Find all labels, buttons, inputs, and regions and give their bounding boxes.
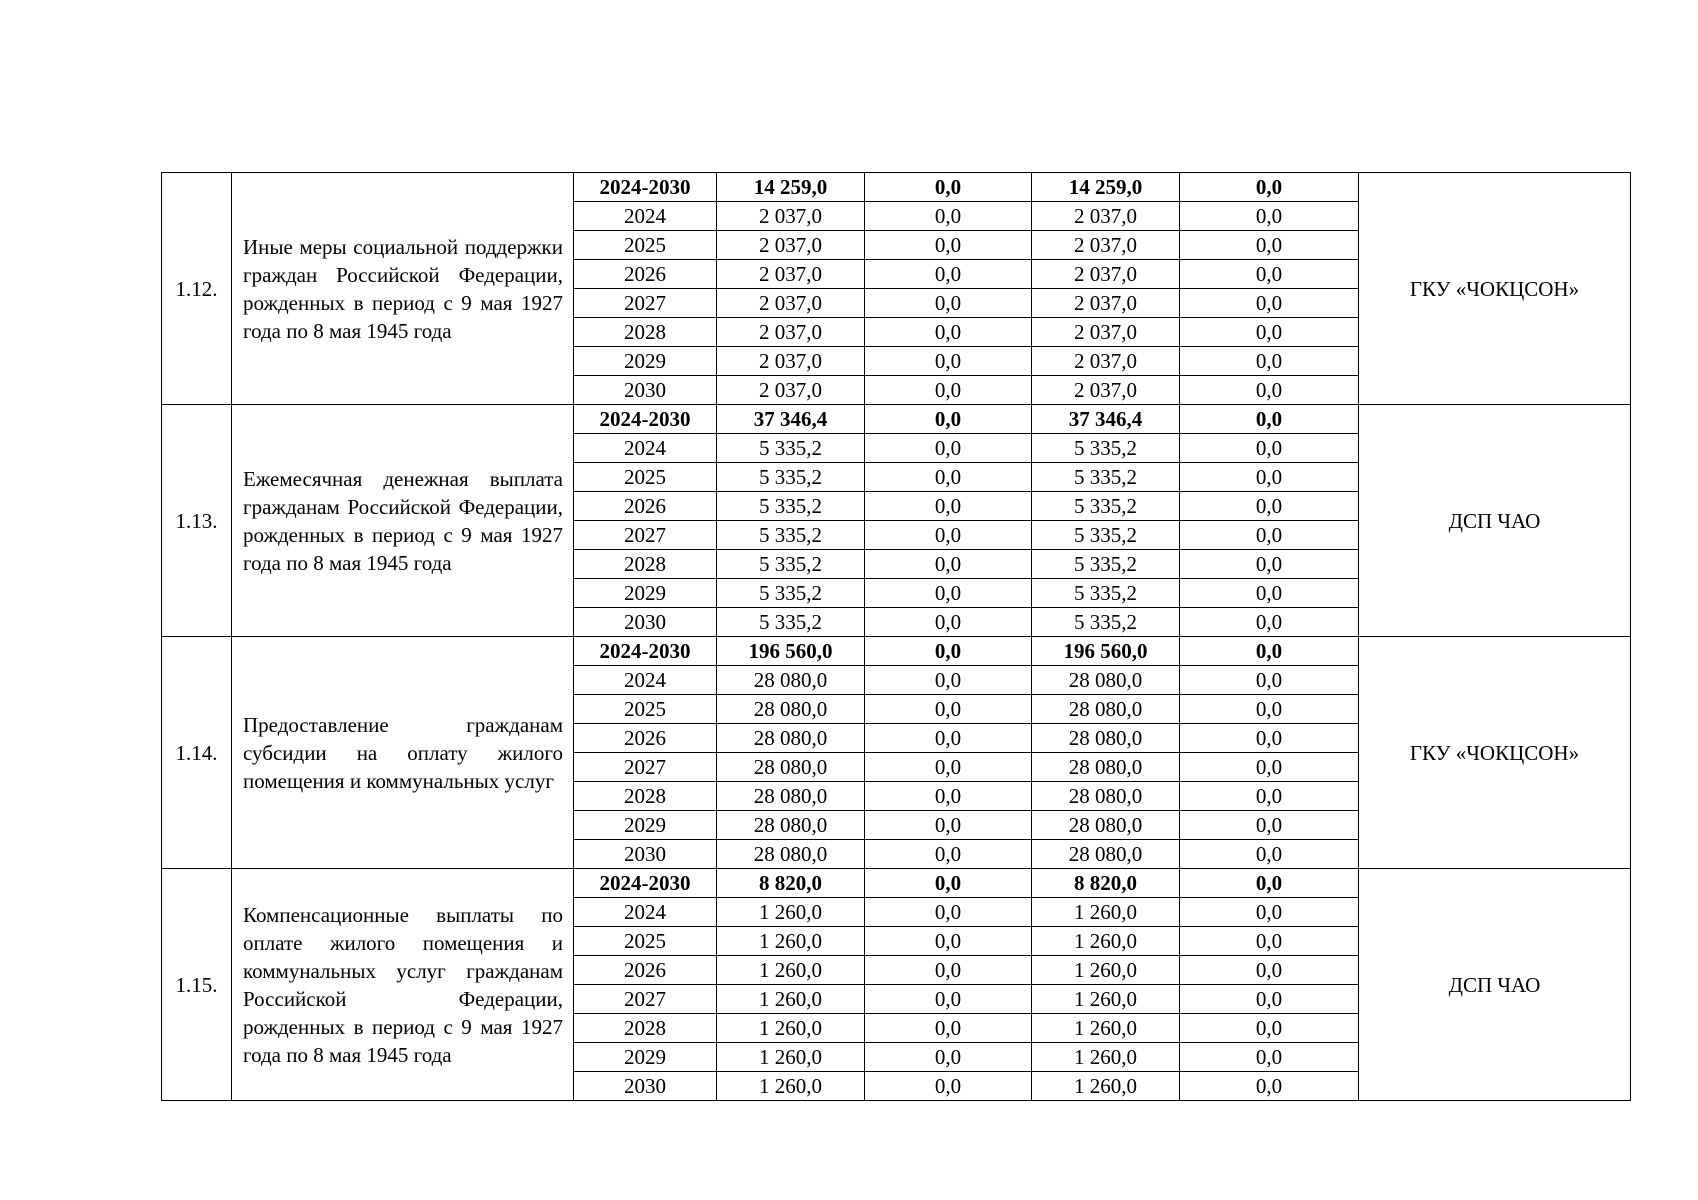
executor-cell: ДСП ЧАО (1359, 869, 1631, 1101)
regional-budget-cell: 14 259,0 (1032, 173, 1180, 202)
federal-budget-cell: 0,0 (865, 376, 1032, 405)
item-name: Иные меры социальной поддержки граждан Российской Федерации, рожденных в период с 9 мая 1927 года по 8 мая 1945 года (232, 173, 574, 405)
federal-budget-cell: 0,0 (865, 782, 1032, 811)
federal-budget-cell: 0,0 (865, 1014, 1032, 1043)
regional-budget-cell: 5 335,2 (1032, 521, 1180, 550)
total-amount-cell: 2 037,0 (717, 231, 865, 260)
total-amount-cell: 5 335,2 (717, 579, 865, 608)
federal-budget-cell: 0,0 (865, 695, 1032, 724)
other-sources-cell: 0,0 (1180, 173, 1359, 202)
regional-budget-cell: 2 037,0 (1032, 260, 1180, 289)
other-sources-cell: 0,0 (1180, 492, 1359, 521)
regional-budget-cell: 1 260,0 (1032, 1043, 1180, 1072)
regional-budget-cell: 5 335,2 (1032, 463, 1180, 492)
regional-budget-cell: 2 037,0 (1032, 231, 1180, 260)
regional-budget-cell: 1 260,0 (1032, 956, 1180, 985)
total-amount-cell: 1 260,0 (717, 956, 865, 985)
other-sources-cell: 0,0 (1180, 927, 1359, 956)
regional-budget-cell: 1 260,0 (1032, 898, 1180, 927)
federal-budget-cell: 0,0 (865, 347, 1032, 376)
year-cell: 2024-2030 (574, 173, 717, 202)
year-cell: 2024 (574, 202, 717, 231)
year-cell: 2029 (574, 1043, 717, 1072)
year-cell: 2029 (574, 811, 717, 840)
total-amount-cell: 5 335,2 (717, 608, 865, 637)
other-sources-cell: 0,0 (1180, 463, 1359, 492)
regional-budget-cell: 5 335,2 (1032, 434, 1180, 463)
other-sources-cell: 0,0 (1180, 956, 1359, 985)
total-amount-cell: 28 080,0 (717, 811, 865, 840)
other-sources-cell: 0,0 (1180, 318, 1359, 347)
year-cell: 2029 (574, 347, 717, 376)
federal-budget-cell: 0,0 (865, 318, 1032, 347)
federal-budget-cell: 0,0 (865, 898, 1032, 927)
federal-budget-cell: 0,0 (865, 666, 1032, 695)
regional-budget-cell: 1 260,0 (1032, 985, 1180, 1014)
total-amount-cell: 5 335,2 (717, 492, 865, 521)
executor-cell: ДСП ЧАО (1359, 405, 1631, 637)
other-sources-cell: 0,0 (1180, 666, 1359, 695)
regional-budget-cell: 5 335,2 (1032, 579, 1180, 608)
total-amount-cell: 196 560,0 (717, 637, 865, 666)
other-sources-cell: 0,0 (1180, 840, 1359, 869)
item-name: Предоставление гражданам субсидии на оплату жилого помещения и коммунальных услуг (232, 637, 574, 869)
other-sources-cell: 0,0 (1180, 637, 1359, 666)
regional-budget-cell: 28 080,0 (1032, 782, 1180, 811)
year-cell: 2025 (574, 463, 717, 492)
year-cell: 2027 (574, 985, 717, 1014)
total-amount-cell: 2 037,0 (717, 347, 865, 376)
federal-budget-cell: 0,0 (865, 869, 1032, 898)
total-amount-cell: 37 346,4 (717, 405, 865, 434)
table-row-total (162, 869, 1631, 898)
regional-budget-cell: 28 080,0 (1032, 724, 1180, 753)
federal-budget-cell: 0,0 (865, 753, 1032, 782)
total-amount-cell: 14 259,0 (717, 173, 865, 202)
federal-budget-cell: 0,0 (865, 260, 1032, 289)
year-cell: 2026 (574, 724, 717, 753)
table-row-total (162, 405, 1631, 434)
total-amount-cell: 2 037,0 (717, 289, 865, 318)
total-amount-cell: 5 335,2 (717, 550, 865, 579)
total-amount-cell: 2 037,0 (717, 318, 865, 347)
total-amount-cell: 28 080,0 (717, 840, 865, 869)
item-name: Ежемесячная денежная выплата гражданам Российской Федерации, рожденных в период с 9 мая 1927 года по 8 мая 1945 года (232, 405, 574, 637)
total-amount-cell: 5 335,2 (717, 434, 865, 463)
year-cell: 2028 (574, 782, 717, 811)
federal-budget-cell: 0,0 (865, 550, 1032, 579)
year-cell: 2024 (574, 898, 717, 927)
other-sources-cell: 0,0 (1180, 753, 1359, 782)
other-sources-cell: 0,0 (1180, 376, 1359, 405)
other-sources-cell: 0,0 (1180, 695, 1359, 724)
federal-budget-cell: 0,0 (865, 405, 1032, 434)
year-cell: 2028 (574, 318, 717, 347)
item-number: 1.13. (162, 405, 232, 637)
federal-budget-cell: 0,0 (865, 434, 1032, 463)
regional-budget-cell: 28 080,0 (1032, 840, 1180, 869)
total-amount-cell: 28 080,0 (717, 695, 865, 724)
federal-budget-cell: 0,0 (865, 637, 1032, 666)
other-sources-cell: 0,0 (1180, 579, 1359, 608)
year-cell: 2030 (574, 376, 717, 405)
federal-budget-cell: 0,0 (865, 463, 1032, 492)
other-sources-cell: 0,0 (1180, 347, 1359, 376)
federal-budget-cell: 0,0 (865, 173, 1032, 202)
total-amount-cell: 1 260,0 (717, 1043, 865, 1072)
regional-budget-cell: 2 037,0 (1032, 289, 1180, 318)
total-amount-cell: 5 335,2 (717, 463, 865, 492)
year-cell: 2024-2030 (574, 637, 717, 666)
other-sources-cell: 0,0 (1180, 1072, 1359, 1101)
year-cell: 2024 (574, 666, 717, 695)
executor-cell: ГКУ «ЧОКЦСОН» (1359, 173, 1631, 405)
federal-budget-cell: 0,0 (865, 1072, 1032, 1101)
regional-budget-cell: 28 080,0 (1032, 753, 1180, 782)
regional-budget-cell: 5 335,2 (1032, 608, 1180, 637)
total-amount-cell: 28 080,0 (717, 753, 865, 782)
total-amount-cell: 2 037,0 (717, 260, 865, 289)
other-sources-cell: 0,0 (1180, 231, 1359, 260)
regional-budget-cell: 2 037,0 (1032, 202, 1180, 231)
other-sources-cell: 0,0 (1180, 1043, 1359, 1072)
executor-cell: ГКУ «ЧОКЦСОН» (1359, 637, 1631, 869)
year-cell: 2030 (574, 840, 717, 869)
item-name: Компенсационные выплаты по оплате жилого помещения и коммунальных услуг гражданам Российской Федерации, рожденных в период с 9 мая 1927 года по 8 мая 1945 года (232, 869, 574, 1101)
regional-budget-cell: 2 037,0 (1032, 318, 1180, 347)
year-cell: 2025 (574, 231, 717, 260)
other-sources-cell: 0,0 (1180, 811, 1359, 840)
table-body (162, 173, 1631, 1101)
year-cell: 2027 (574, 521, 717, 550)
funding-table (161, 172, 1631, 1101)
regional-budget-cell: 196 560,0 (1032, 637, 1180, 666)
other-sources-cell: 0,0 (1180, 869, 1359, 898)
year-cell: 2026 (574, 956, 717, 985)
year-cell: 2030 (574, 1072, 717, 1101)
year-cell: 2025 (574, 927, 717, 956)
federal-budget-cell: 0,0 (865, 956, 1032, 985)
regional-budget-cell: 37 346,4 (1032, 405, 1180, 434)
other-sources-cell: 0,0 (1180, 1014, 1359, 1043)
total-amount-cell: 1 260,0 (717, 985, 865, 1014)
year-cell: 2025 (574, 695, 717, 724)
item-number: 1.15. (162, 869, 232, 1101)
year-cell: 2028 (574, 1014, 717, 1043)
federal-budget-cell: 0,0 (865, 840, 1032, 869)
federal-budget-cell: 0,0 (865, 202, 1032, 231)
year-cell: 2028 (574, 550, 717, 579)
table-row-total (162, 637, 1631, 666)
year-cell: 2026 (574, 260, 717, 289)
other-sources-cell: 0,0 (1180, 608, 1359, 637)
other-sources-cell: 0,0 (1180, 260, 1359, 289)
year-cell: 2030 (574, 608, 717, 637)
total-amount-cell: 8 820,0 (717, 869, 865, 898)
regional-budget-cell: 5 335,2 (1032, 492, 1180, 521)
regional-budget-cell: 28 080,0 (1032, 811, 1180, 840)
total-amount-cell: 28 080,0 (717, 666, 865, 695)
total-amount-cell: 28 080,0 (717, 724, 865, 753)
other-sources-cell: 0,0 (1180, 724, 1359, 753)
item-number: 1.14. (162, 637, 232, 869)
federal-budget-cell: 0,0 (865, 492, 1032, 521)
regional-budget-cell: 2 037,0 (1032, 347, 1180, 376)
total-amount-cell: 5 335,2 (717, 521, 865, 550)
other-sources-cell: 0,0 (1180, 782, 1359, 811)
table-row-total (162, 173, 1631, 202)
regional-budget-cell: 1 260,0 (1032, 1072, 1180, 1101)
other-sources-cell: 0,0 (1180, 202, 1359, 231)
other-sources-cell: 0,0 (1180, 985, 1359, 1014)
item-number: 1.12. (162, 173, 232, 405)
regional-budget-cell: 8 820,0 (1032, 869, 1180, 898)
federal-budget-cell: 0,0 (865, 811, 1032, 840)
year-cell: 2026 (574, 492, 717, 521)
regional-budget-cell: 28 080,0 (1032, 666, 1180, 695)
year-cell: 2024-2030 (574, 405, 717, 434)
other-sources-cell: 0,0 (1180, 521, 1359, 550)
year-cell: 2024-2030 (574, 869, 717, 898)
total-amount-cell: 1 260,0 (717, 927, 865, 956)
year-cell: 2027 (574, 289, 717, 318)
year-cell: 2027 (574, 753, 717, 782)
year-cell: 2024 (574, 434, 717, 463)
total-amount-cell: 2 037,0 (717, 202, 865, 231)
other-sources-cell: 0,0 (1180, 550, 1359, 579)
federal-budget-cell: 0,0 (865, 608, 1032, 637)
regional-budget-cell: 5 335,2 (1032, 550, 1180, 579)
other-sources-cell: 0,0 (1180, 289, 1359, 318)
federal-budget-cell: 0,0 (865, 1043, 1032, 1072)
total-amount-cell: 1 260,0 (717, 1072, 865, 1101)
regional-budget-cell: 2 037,0 (1032, 376, 1180, 405)
other-sources-cell: 0,0 (1180, 898, 1359, 927)
year-cell: 2029 (574, 579, 717, 608)
other-sources-cell: 0,0 (1180, 434, 1359, 463)
total-amount-cell: 2 037,0 (717, 376, 865, 405)
total-amount-cell: 1 260,0 (717, 1014, 865, 1043)
federal-budget-cell: 0,0 (865, 231, 1032, 260)
federal-budget-cell: 0,0 (865, 927, 1032, 956)
regional-budget-cell: 28 080,0 (1032, 695, 1180, 724)
federal-budget-cell: 0,0 (865, 289, 1032, 318)
other-sources-cell: 0,0 (1180, 405, 1359, 434)
total-amount-cell: 1 260,0 (717, 898, 865, 927)
regional-budget-cell: 1 260,0 (1032, 1014, 1180, 1043)
federal-budget-cell: 0,0 (865, 521, 1032, 550)
regional-budget-cell: 1 260,0 (1032, 927, 1180, 956)
federal-budget-cell: 0,0 (865, 579, 1032, 608)
federal-budget-cell: 0,0 (865, 985, 1032, 1014)
federal-budget-cell: 0,0 (865, 724, 1032, 753)
total-amount-cell: 28 080,0 (717, 782, 865, 811)
